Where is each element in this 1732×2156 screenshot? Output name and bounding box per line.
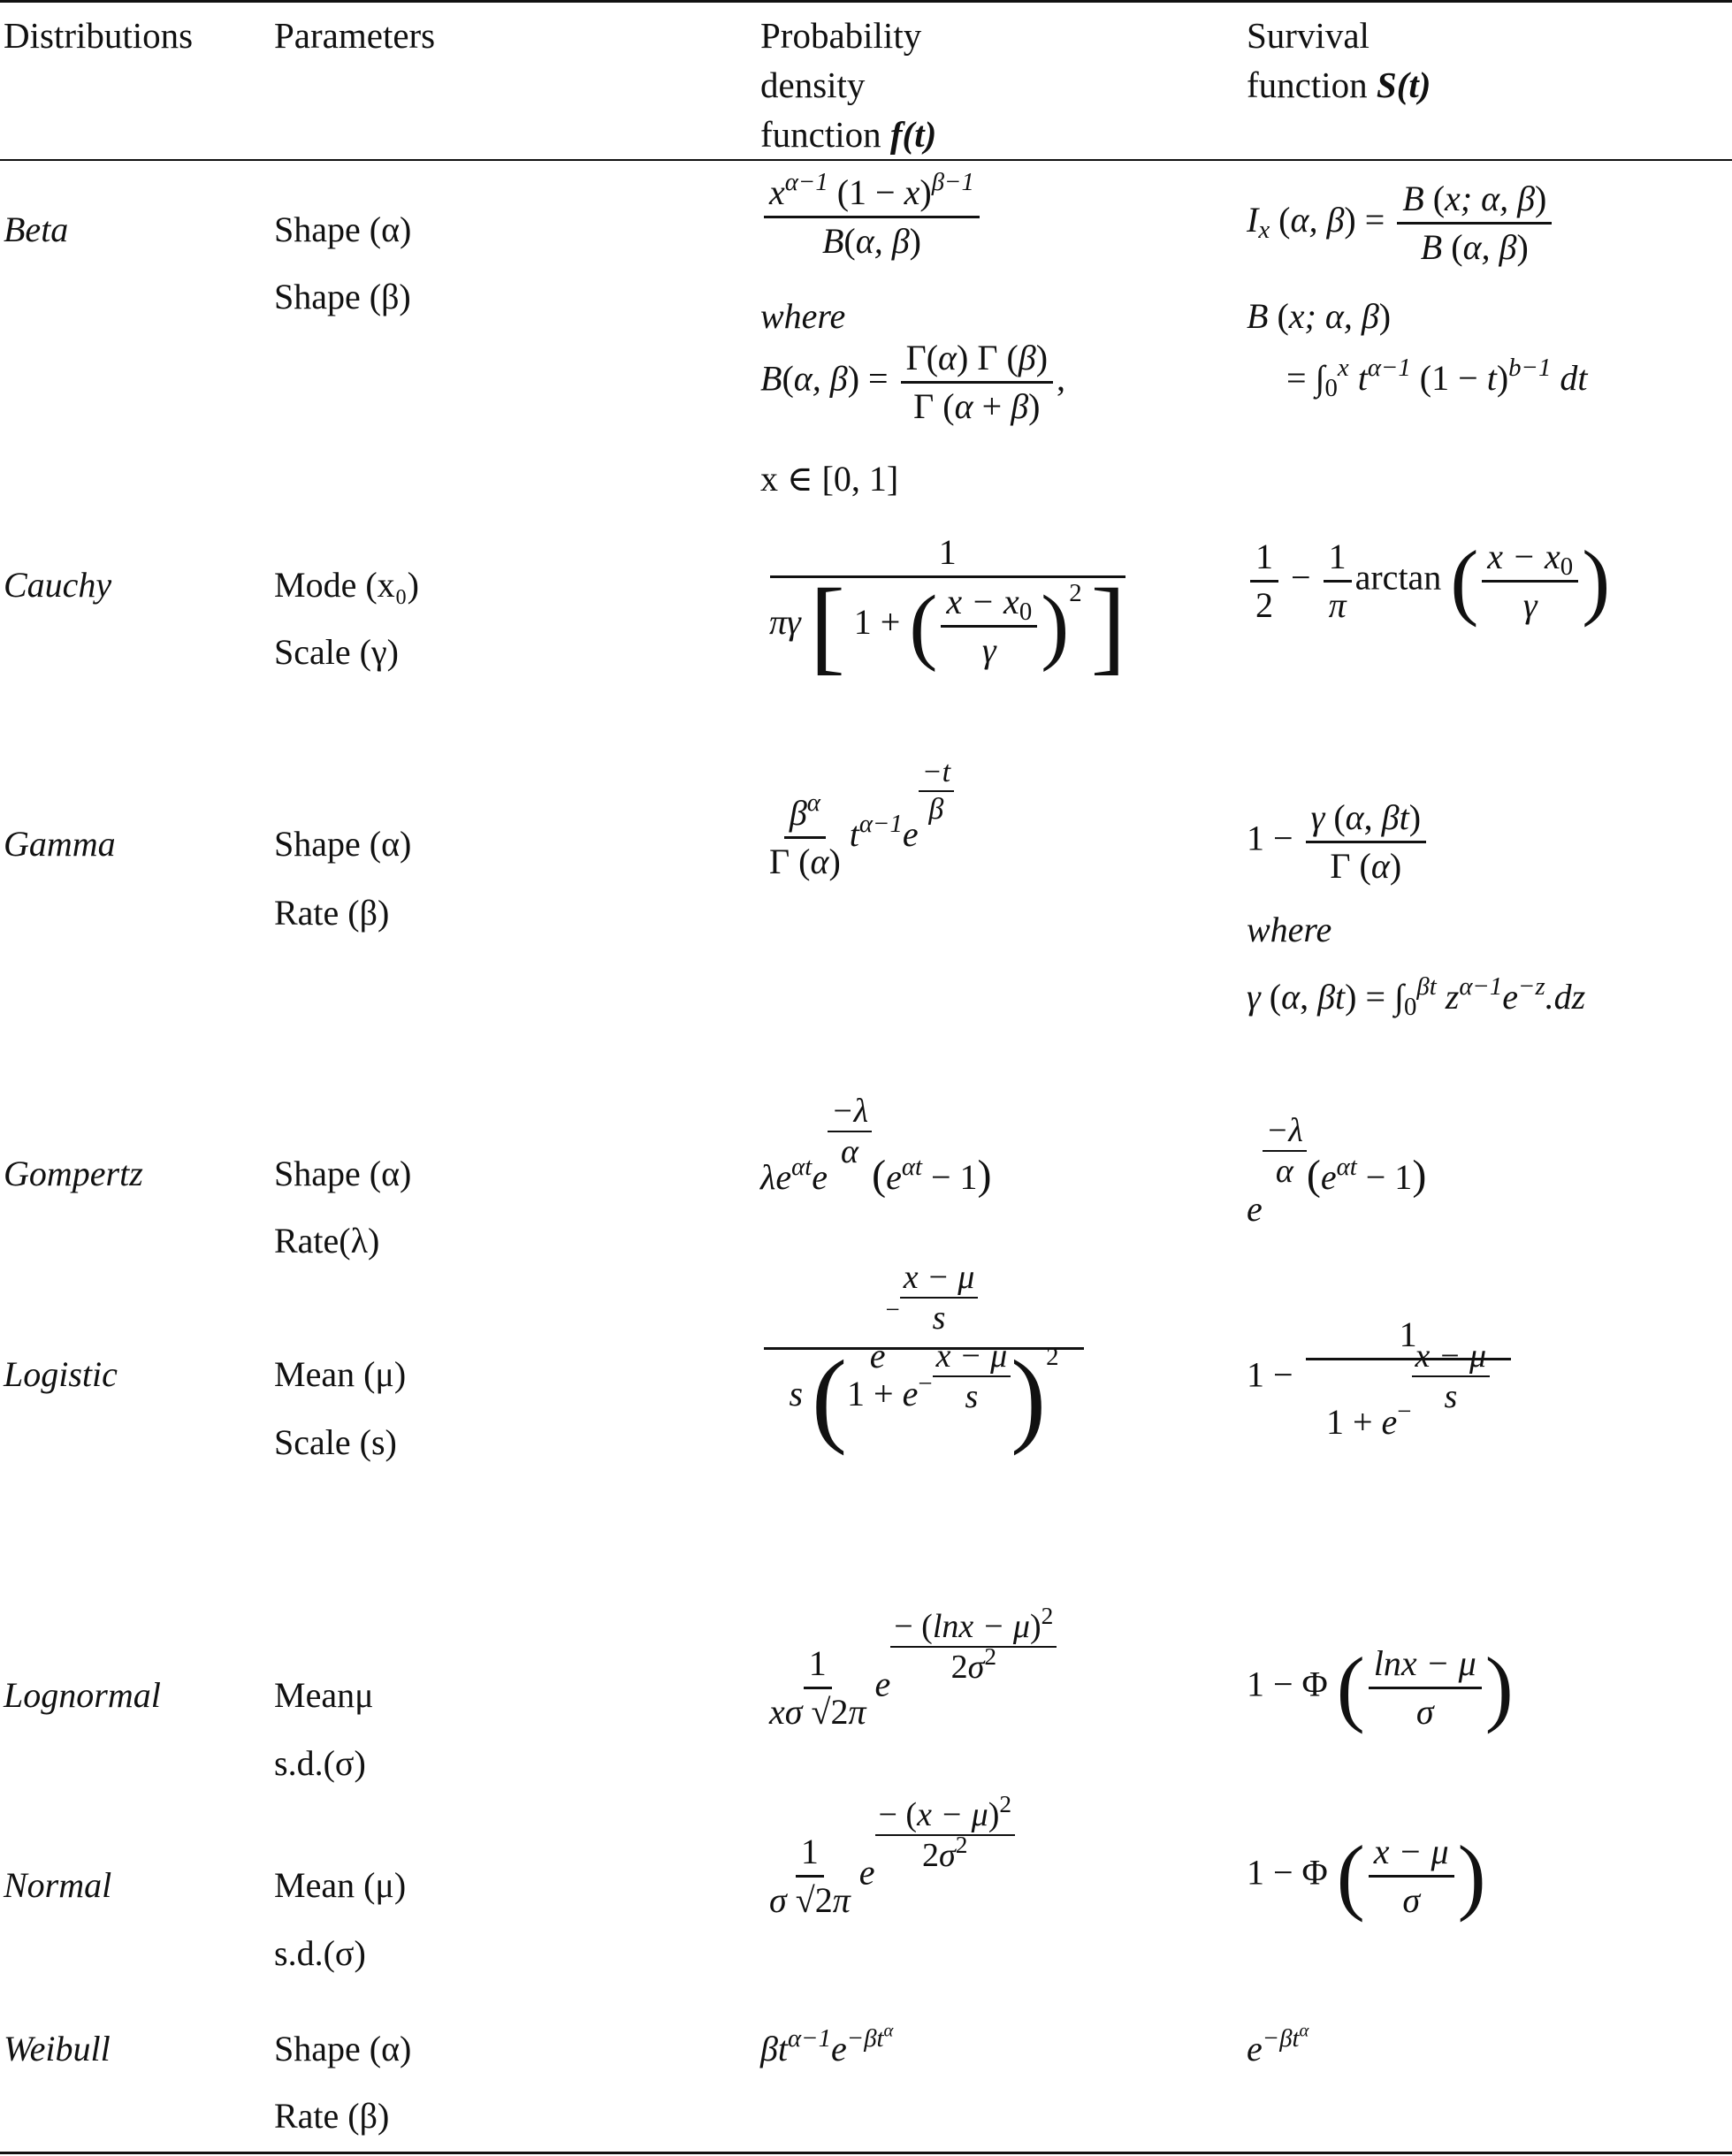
dist-name-lognormal: Lognormal [4,1675,161,1715]
param-gamma-1: Shape (α) [274,824,412,864]
survival-symbol: S(t) [1376,65,1431,105]
formula-gamma-incomplete: γ (α, $\beta t) = \int_0^{\beta t}$ $z^{\alpha-1}e^{-z}.dz$ [1247,972,1586,1022]
param-cauchy-2: Scale (γ) [274,632,399,672]
param-gamma-2: Rate (β) [274,893,390,933]
gamma-where-label: where [1247,910,1332,949]
pdf-symbol: f(t) [889,114,937,155]
beta-where-label: where [760,296,846,336]
formula-lognormal-pdf: $\frac{1}{x\sigma √2\pi}$ e $\frac{- (\ln x - \mu)^2}{2\sigma^2}$ [760,1646,1057,1730]
header-parameters: Parameters [274,15,436,56]
header-pdf: Probability density function f(t) [760,15,937,155]
formula-weibull-pdf: $\beta t^{\alpha-1}e^{-\beta t^\alpha}$ [760,2022,894,2069]
param-logistic-2: Scale (s) [274,1422,397,1462]
formula-beta-incomplete-lhs: B (x; α, β) [1247,296,1392,336]
header-distributions: Distributions [4,15,194,56]
top-rule [0,0,1732,3]
param-lognormal-1: Meanμ [274,1675,374,1715]
bottom-rule [0,2152,1732,2154]
formula-beta-survival: $I_x$ (α, β) = $\frac{B (x; \alpha, \beta)}{B (\alpha, \beta)}$ [1247,181,1555,265]
dist-name-weibull: Weibull [4,2029,111,2068]
param-weibull-1: Shape (α) [274,2029,412,2068]
dist-name-beta: Beta [4,210,69,249]
formula-cauchy-pdf: 1 πγ [ 1 + ( $\frac{x - x_0}{\gamma}$ )$^2$ ] [769,532,1126,684]
formula-normal-survival: 1 − Φ ( $\frac{x - \mu}{\sigma}$ ) [1247,1828,1486,1924]
beta-x-range: x ∈ [0, 1] [760,459,899,499]
formula-beta-function: B(α, β) = $\frac{\Gamma(\alpha) \Gamma (\beta)}{\Gamma (\alpha + \beta)}$ , [760,338,1066,426]
param-normal-2: s.d.(σ) [274,1933,366,1973]
formula-gamma-pdf: $\frac{\beta^\alpha}{\Gamma (\alpha)}$ $t^{\alpha-1}e$ $\frac{-t}{\beta}$ [760,796,954,880]
dist-name-normal: Normal [4,1865,112,1905]
dist-name-cauchy: Cauchy [4,565,112,605]
formula-gamma-survival: 1 − $\frac{\gamma (\alpha, \beta t)}{\Gamma (\alpha)}$ [1247,800,1430,884]
formula-weibull-survival: $e^{-\beta t^\alpha}$ [1247,2022,1309,2069]
param-beta-2: Shape (β) [274,277,411,316]
formula-logistic-pdf: e− $\frac{x - \mu}{s}$ s (1 + e− $\frac{x - \mu}{s}$ )$^2$ [760,1264,1087,1440]
param-logistic-1: Mean (μ) [274,1354,407,1394]
dist-name-gompertz: Gompertz [4,1154,143,1193]
formula-lognormal-survival: 1 − Φ ( $\frac{\ln x - \mu}{\sigma}$ ) [1247,1640,1514,1735]
formula-normal-pdf: $\frac{1}{\sigma √2\pi}$ e $\frac{- (x - \mu)^2}{2\sigma^2}$ [760,1834,1015,1918]
formula-beta-incomplete-rhs: = $\int_0^x$ $t^{\alpha-1}$ $(1 - t)^{b-1}$ dt [1286,354,1588,403]
param-gompertz-1: Shape (α) [274,1154,412,1193]
param-gompertz-2: Rate(λ) [274,1221,380,1261]
param-weibull-2: Rate (β) [274,2096,390,2136]
formula-gompertz-survival: e $\frac{-\lambda}{\alpha}$ $(e^{\alpha t} - 1)$ [1247,1112,1427,1229]
header-survival: Survival function S(t) [1247,15,1431,105]
param-normal-1: Mean (μ) [274,1865,407,1905]
formula-cauchy-survival: $\frac{1}{2}$ − $\frac{1}{\pi}$ arctan ( $\frac{x - x_0}{\gamma}$ ) [1247,539,1610,623]
header-rule [0,159,1732,161]
formula-beta-pdf: $\frac{x^{\alpha-1} (1 - x)^{\beta-1}}{B(\alpha, \beta)}$ [760,175,983,259]
formula-logistic-survival: 1 − 1 1 + e− $\frac{x - \mu}{s}$ [1247,1317,1515,1440]
formula-gompertz-pdf: $\lambda e^{\alpha t}e$ $\frac{-\lambda}{\alpha}$ $(e^{\alpha t} - 1)$ [760,1093,992,1199]
param-cauchy-1: Mode (x₀) [274,565,419,605]
dist-name-logistic: Logistic [4,1354,118,1394]
dist-name-gamma: Gamma [4,824,116,864]
param-lognormal-2: s.d.(σ) [274,1743,366,1783]
param-beta-1: Shape (α) [274,210,412,249]
